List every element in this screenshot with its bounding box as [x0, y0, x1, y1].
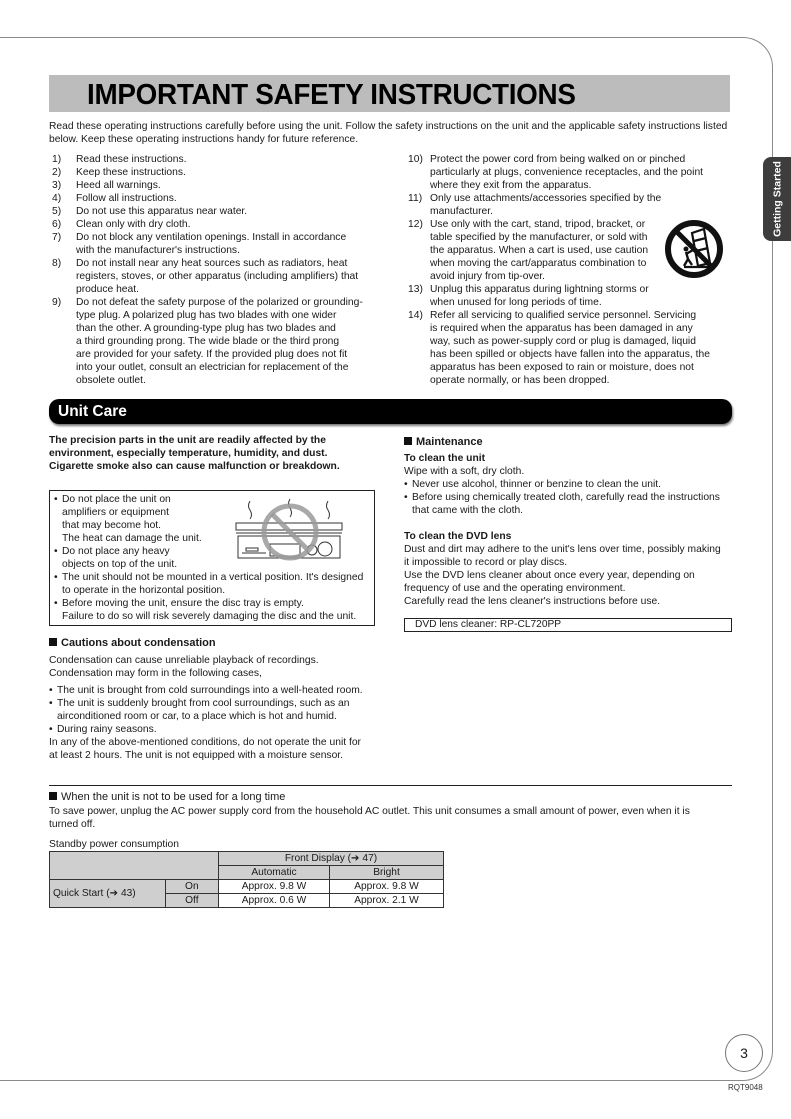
- instruction-item: [52, 179, 377, 192]
- instruction-item: [408, 309, 723, 387]
- bullet-icon: •: [54, 598, 58, 609]
- instruction-text: Read these instructions.: [76, 154, 187, 165]
- condensation-case: • During rainy seasons.: [49, 723, 384, 736]
- instruction-number: 12): [408, 219, 423, 230]
- table-corner-cell: [50, 852, 219, 880]
- instruction-item: [52, 218, 377, 231]
- instruction-item: [52, 296, 377, 387]
- clean-unit-heading: To clean the unit: [404, 453, 486, 464]
- instruction-number: 7): [52, 232, 62, 243]
- instruction-text: Do not install near any heat sources such as radiators, heat registers, stoves, or other apparatus (including amplifiers) that produce heat.: [76, 258, 359, 295]
- instruction-text: Keep these instructions.: [76, 167, 186, 178]
- instruction-text: Use only with the cart, stand, tripod, bracket, or table specified by the manufacturer, or sold with the apparatus. When a cart is used, use caution when moving the cart/apparatus combination to avoid injury from tip-over.: [430, 219, 649, 282]
- unit-care-lead: The precision parts in the unit are readily affected by the environment, especially temperature, humidity, and dust. Cigarette smoke also can cause malfunction or breakdown.: [49, 435, 340, 472]
- instruction-text: Protect the power cord from being walked on or pinched particularly at plugs, convenience receptacles, and the point where they exit from the apparatus.: [430, 154, 704, 191]
- state-off: Off: [165, 894, 218, 908]
- col-header-bright: Bright: [330, 866, 444, 880]
- instruction-number: 3): [52, 180, 62, 191]
- instruction-item: [52, 231, 377, 257]
- instruction-item: [52, 153, 377, 166]
- clean-unit-text: Wipe with a soft, dry cloth.: [404, 466, 525, 477]
- state-on: On: [165, 880, 218, 894]
- clean-lens-text: Dust and dirt may adhere to the unit's lens over time, possibly making it impossible to record or play discs. Use the DVD lens cleaner about once every year, depending on frequency of use and the operating environment. Carefully read the lens cleaner's instructions before use.: [404, 544, 721, 607]
- condensation-outro: In any of the above-mentioned conditions, do not operate the unit for at least 2 hours. The unit is not equipped with a moisture sensor.: [49, 737, 361, 761]
- instruction-number: 13): [408, 284, 423, 295]
- instruction-item: [52, 257, 377, 296]
- value-off-automatic: Approx. 0.6 W: [219, 894, 330, 908]
- title-bar: [49, 75, 730, 112]
- instruction-number: 14): [408, 310, 423, 321]
- condensation-case: • The unit is brought from cold surroundings into a well-heated room.: [49, 684, 384, 697]
- section-divider: [49, 785, 732, 786]
- standby-power-table: [49, 851, 444, 908]
- instruction-item: [408, 153, 723, 192]
- instruction-item: [52, 166, 377, 179]
- page-title: IMPORTANT SAFETY INSTRUCTIONS: [87, 79, 576, 111]
- cart-tip-over-warning-icon: [664, 219, 724, 279]
- value-on-automatic: Approx. 9.8 W: [219, 880, 330, 894]
- instruction-number: 2): [52, 167, 62, 178]
- condensation-case: • The unit is suddenly brought from cool surroundings, such as an airconditioned room or car, to a place which is hot and humid.: [49, 697, 384, 723]
- value-on-bright: Approx. 9.8 W: [330, 880, 444, 894]
- lens-cleaner-note: [404, 618, 732, 632]
- intro-paragraph: Read these operating instructions carefully before using the unit. Follow the safety instructions on the unit and the applicable safety instructions listed below. Keep these operating instructions handy for future reference.: [49, 121, 728, 145]
- instruction-text: Follow all instructions.: [76, 193, 177, 204]
- instruction-text: Do not use this apparatus near water.: [76, 206, 248, 217]
- section-header-unit-care: [49, 399, 732, 424]
- long-time-text: To save power, unplug the AC power supply cord from the household AC outlet. This unit consumes a small amount of power, even when it is turned off.: [49, 806, 690, 830]
- maintenance-text: [404, 452, 734, 608]
- bullet-icon: •: [54, 494, 58, 505]
- clean-lens-heading: To clean the DVD lens: [404, 531, 512, 542]
- row-header-quick-start: Quick Start (➔ 43): [50, 880, 166, 908]
- instruction-number: 5): [52, 206, 62, 217]
- instruction-number: 4): [52, 193, 62, 204]
- standby-table-caption: Standby power consumption: [49, 839, 179, 850]
- instruction-text: Do not defeat the safety purpose of the polarized or grounding- type plug. A polarized plug has two blades with one wider than the other. A grounding-type plug has two blades and a third grounding prong. The wide blade or the third prong are provided for your safety. If the provided plug does not fit into your outlet, consult an electrician for replacement of the obsolete outlet.: [76, 297, 363, 386]
- document-code: RQT9048: [728, 1083, 763, 1092]
- instruction-number: 1): [52, 154, 62, 165]
- maintenance-heading: Maintenance: [404, 435, 483, 449]
- instruction-item: [52, 192, 377, 205]
- instruction-text: Clean only with dry cloth.: [76, 219, 191, 230]
- instruction-text: Only use attachments/accessories specified by the manufacturer.: [430, 193, 662, 217]
- long-time-heading: When the unit is not to be used for a long time: [49, 790, 285, 804]
- caution-text: The unit should not be mounted in a vertical position. It's designed to operate in the horizontal position.: [62, 572, 364, 596]
- caution-text: Do not place any heavy objects on top of the unit.: [62, 546, 178, 570]
- clean-unit-tip: • Never use alcohol, thinner or benzine to clean the unit.: [404, 478, 734, 491]
- no-heat-source-illustration: [232, 496, 344, 566]
- condensation-intro: Condensation can cause unreliable playback of recordings. Condensation may form in the following cases,: [49, 655, 319, 679]
- placement-caution: [54, 571, 382, 597]
- bullet-icon: •: [54, 572, 58, 583]
- section-tab-label: Getting Started: [771, 161, 784, 237]
- col-header-automatic: Automatic: [219, 866, 330, 880]
- instruction-text: Unplug this apparatus during lightning storms or when unused for long periods of time.: [430, 284, 649, 308]
- instruction-item: [408, 192, 723, 218]
- front-display-header: Front Display (➔ 47): [219, 852, 444, 866]
- clean-unit-tip: • Before using chemically treated cloth, carefully read the instructions that came with the cloth.: [404, 491, 734, 517]
- instruction-item: [52, 205, 377, 218]
- placement-caution: [54, 597, 382, 623]
- caution-text: Do not place the unit on amplifiers or equipment that may become hot. The heat can damage the unit.: [62, 494, 202, 544]
- instruction-number: 6): [52, 219, 62, 230]
- square-bullet-icon: [404, 437, 412, 445]
- square-bullet-icon: [49, 638, 57, 646]
- table-row: [50, 880, 444, 894]
- bullet-icon: •: [54, 546, 58, 557]
- instruction-number: 9): [52, 297, 62, 308]
- instruction-text: Do not block any ventilation openings. Install in accordance with the manufacturer's instructions.: [76, 232, 347, 256]
- instruction-number: 8): [52, 258, 62, 269]
- instruction-item: [408, 283, 723, 309]
- condensation-text: [49, 654, 384, 762]
- instruction-number: 11): [408, 193, 423, 204]
- value-off-bright: Approx. 2.1 W: [330, 894, 444, 908]
- lens-cleaner-model: DVD lens cleaner: RP-CL720PP: [415, 619, 562, 630]
- instruction-text: Heed all warnings.: [76, 180, 161, 191]
- instruction-text: Refer all servicing to qualified service personnel. Servicing is required when the apparatus has been damaged in any way, such as power-supply cord or plug is damaged, liquid has been spilled or objects have fallen into the apparatus, the apparatus has been exposed to rain or moisture, does not operate normally, or has been dropped.: [430, 310, 710, 386]
- caution-text: Before moving the unit, ensure the disc tray is empty. Failure to do so will risk severely damaging the disc and the unit.: [62, 598, 357, 622]
- section-title: Unit Care: [58, 403, 127, 420]
- square-bullet-icon: [49, 792, 57, 800]
- safety-list-left: [52, 153, 377, 387]
- instruction-number: 10): [408, 154, 423, 165]
- condensation-heading: Cautions about condensation: [49, 636, 216, 650]
- page-number: 3: [725, 1034, 763, 1072]
- section-tab-getting-started[interactable]: [763, 157, 791, 241]
